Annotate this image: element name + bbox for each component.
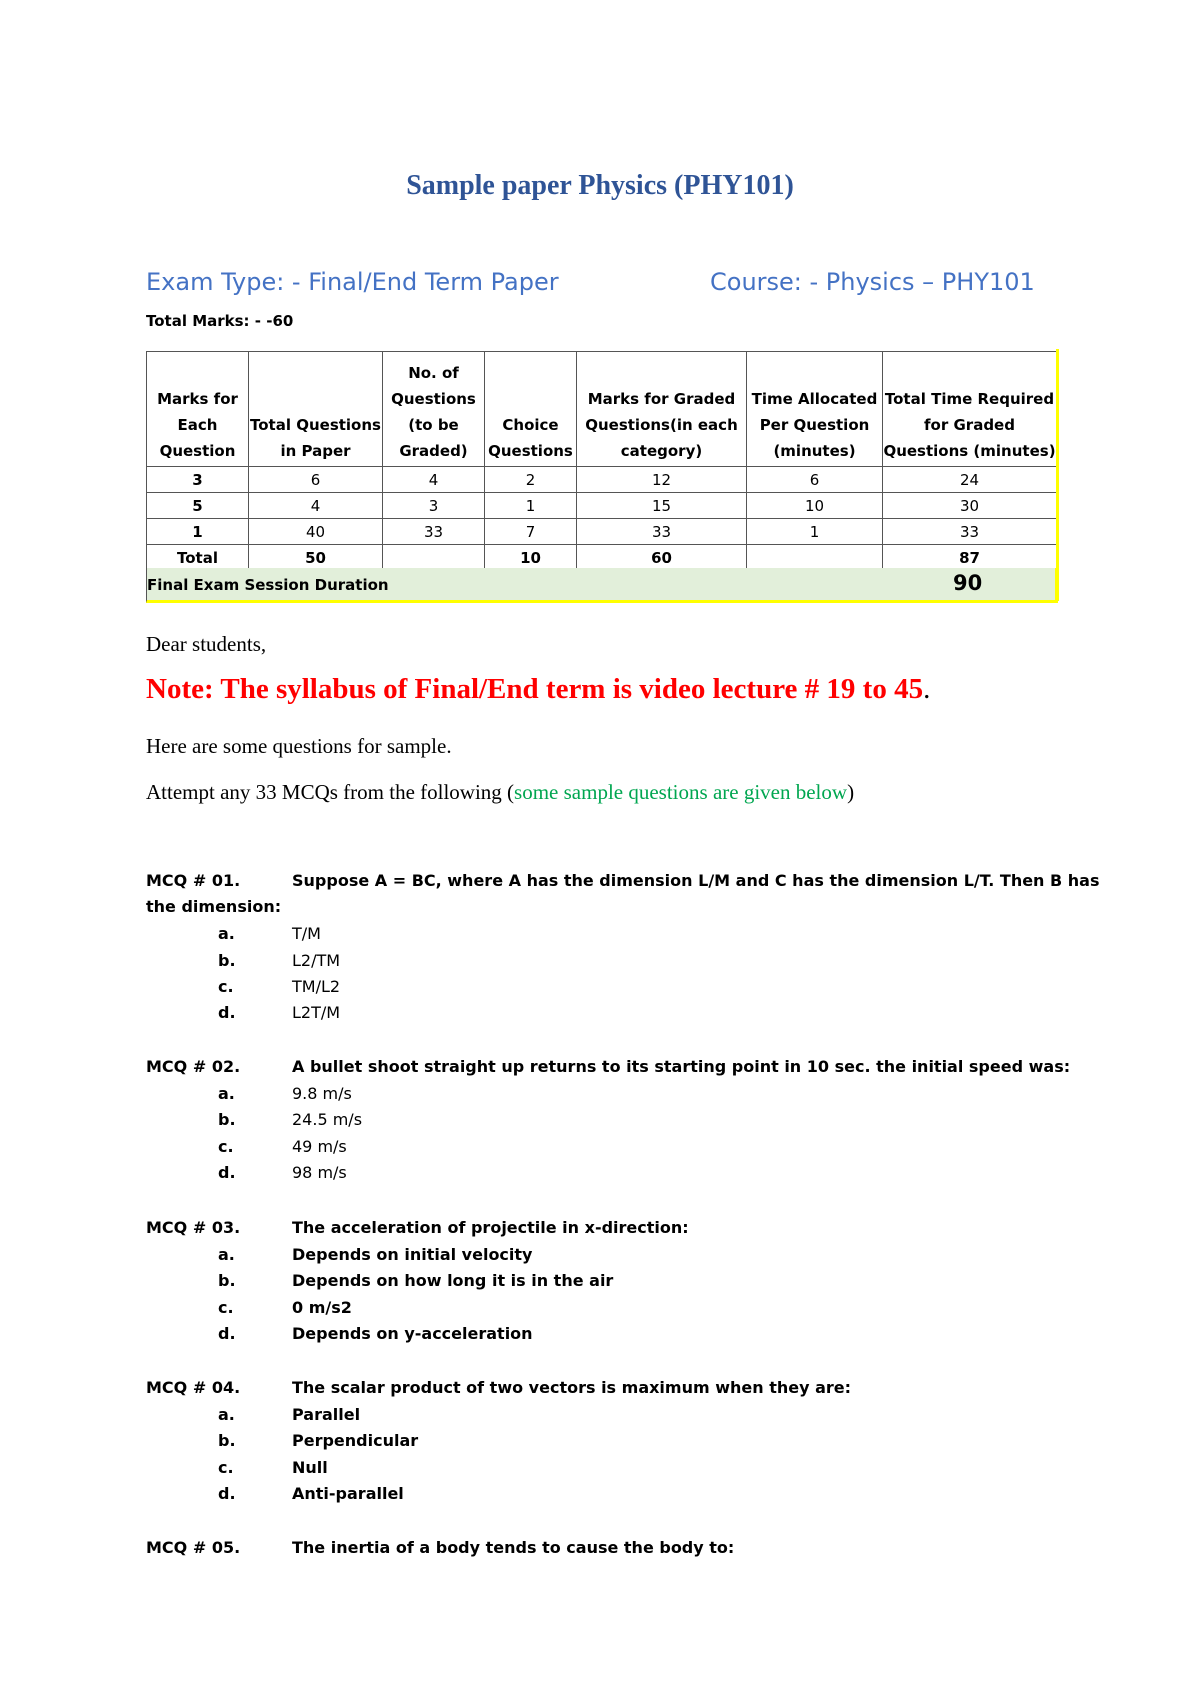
duration-value: 90: [953, 571, 983, 595]
mcq-question: The inertia of a body tends to cause the body to:: [292, 1538, 735, 1557]
table-cell: 3: [383, 493, 485, 519]
option-text: 24.5 m/s: [292, 1110, 363, 1129]
header-total-time: Total Time Required for Graded Questions (minutes): [883, 352, 1057, 467]
table-cell: 1: [747, 519, 883, 545]
table-cell: 33: [883, 519, 1057, 545]
table-cell: 4: [383, 467, 485, 493]
option-letter: a.: [218, 1405, 235, 1424]
session-duration-row: [146, 568, 1058, 603]
header-time-per-question: Time Allocated Per Question (minutes): [747, 352, 883, 467]
option-letter: a.: [218, 924, 235, 943]
option-text: Depends on y-acceleration: [292, 1324, 533, 1343]
mcq-item: [146, 1538, 1066, 1568]
mcq-option[interactable]: [146, 1110, 1046, 1136]
table-row: [147, 467, 1057, 493]
table-header-row: [147, 352, 1057, 467]
table-cell: 1: [485, 493, 577, 519]
mcq-number: MCQ # 04.: [146, 1378, 241, 1397]
table-cell: 60: [577, 545, 747, 571]
mcq-question: Suppose A = BC, where A has the dimension L/M and C has the dimension L/T. Then B has: [292, 871, 1100, 890]
option-letter: d.: [218, 1324, 236, 1343]
table-cell: 10: [747, 493, 883, 519]
table-cell: 12: [577, 467, 747, 493]
option-text: 49 m/s: [292, 1137, 347, 1156]
syllabus-note: [146, 673, 930, 706]
option-text: Depends on how long it is in the air: [292, 1271, 614, 1290]
option-text: Perpendicular: [292, 1431, 419, 1450]
mcq-option[interactable]: [146, 977, 1046, 1003]
table-cell: 40: [249, 519, 383, 545]
option-text: 9.8 m/s: [292, 1084, 352, 1103]
table-cell: 7: [485, 519, 577, 545]
mcq-number: MCQ # 02.: [146, 1057, 241, 1076]
mcq-option[interactable]: [146, 1271, 1046, 1297]
table-cell: 4: [249, 493, 383, 519]
marks-table: [146, 351, 1057, 571]
mcq-option[interactable]: [146, 1163, 1046, 1189]
mcq-number: MCQ # 01.: [146, 871, 241, 890]
table-cell: 15: [577, 493, 747, 519]
mcq-option[interactable]: [146, 1405, 1046, 1431]
course-label: Course: - Physics – PHY101: [710, 268, 1035, 296]
table-cell: [383, 545, 485, 571]
table-cell: 6: [747, 467, 883, 493]
table-cell: [747, 545, 883, 571]
option-letter: d.: [218, 1484, 236, 1503]
note-text: Note: The syllabus of Final/End term is video lecture # 19 to 45: [146, 673, 924, 705]
option-letter: c.: [218, 977, 234, 996]
table-cell: Total: [147, 545, 249, 571]
table-cell: 6: [249, 467, 383, 493]
option-text: T/M: [292, 924, 321, 943]
attempt-suffix: ): [847, 780, 855, 804]
table-cell: 5: [147, 493, 249, 519]
table-cell: 87: [883, 545, 1057, 571]
mcq-option[interactable]: [146, 1245, 1046, 1271]
option-letter: c.: [218, 1137, 234, 1156]
option-letter: b.: [218, 1110, 236, 1129]
mcq-option[interactable]: [146, 924, 1046, 950]
note-dot: .: [923, 673, 931, 705]
option-letter: c.: [218, 1298, 234, 1317]
table-cell: 33: [577, 519, 747, 545]
mcq-question: The acceleration of projectile in x-direction:: [292, 1218, 689, 1237]
option-text: L2/TM: [292, 951, 341, 970]
option-text: Null: [292, 1458, 328, 1477]
table-cell: 1: [147, 519, 249, 545]
mcq-option[interactable]: [146, 1137, 1046, 1163]
mcq-question-cont: the dimension:: [146, 897, 282, 916]
option-letter: d.: [218, 1163, 236, 1182]
table-cell: 3: [147, 467, 249, 493]
option-letter: b.: [218, 1431, 236, 1450]
greeting: Dear students,: [146, 632, 267, 656]
option-text: 98 m/s: [292, 1163, 347, 1182]
option-letter: a.: [218, 1084, 235, 1103]
mcq-option[interactable]: [146, 1431, 1046, 1457]
mcq-item: [146, 1218, 1066, 1353]
attempt-prefix: Attempt any 33 MCQs from the following (: [146, 780, 515, 804]
option-letter: c.: [218, 1458, 234, 1477]
option-letter: a.: [218, 1245, 235, 1264]
mcq-option[interactable]: [146, 1484, 1046, 1510]
table-cell: 50: [249, 545, 383, 571]
exam-type: Exam Type: - Final/End Term Paper: [146, 268, 559, 296]
option-letter: b.: [218, 1271, 236, 1290]
total-marks: Total Marks: - -60: [146, 312, 294, 330]
mcq-item: [146, 1378, 1066, 1513]
table-row: [147, 493, 1057, 519]
attempt-instruction: [146, 780, 854, 805]
header-graded-marks: Marks for Graded Questions(in each category): [577, 352, 747, 467]
mcq-question: The scalar product of two vectors is maximum when they are:: [292, 1378, 852, 1397]
mcq-option[interactable]: [146, 951, 1046, 977]
mcq-item: [146, 871, 1100, 1031]
option-text: TM/L2: [292, 977, 341, 996]
mcq-option[interactable]: [146, 1324, 1046, 1350]
mcq-number: MCQ # 03.: [146, 1218, 241, 1237]
page-title: Sample paper Physics (PHY101): [406, 170, 794, 201]
header-choice-questions: Choice Questions: [485, 352, 577, 467]
table-cell: 2: [485, 467, 577, 493]
option-letter: b.: [218, 951, 236, 970]
option-text: Anti-parallel: [292, 1484, 404, 1503]
mcq-question: A bullet shoot straight up returns to its starting point in 10 sec. the initial speed was:: [292, 1057, 1071, 1076]
header-total-questions: Total Questions in Paper: [249, 352, 383, 467]
table-highlight-edge: [1056, 349, 1059, 601]
header-marks-each: Marks for Each Question: [147, 352, 249, 467]
table-cell: 33: [383, 519, 485, 545]
mcq-option[interactable]: [146, 1458, 1046, 1484]
table-cell: 10: [485, 545, 577, 571]
option-text: Depends on initial velocity: [292, 1245, 533, 1264]
table-cell: 24: [883, 467, 1057, 493]
header-graded-questions: No. of Questions (to be Graded): [383, 352, 485, 467]
option-letter: d.: [218, 1003, 236, 1022]
mcq-option[interactable]: [146, 1298, 1046, 1324]
table-total-row: [147, 545, 1057, 571]
option-text: L2T/M: [292, 1003, 341, 1022]
mcq-option[interactable]: [146, 1084, 1046, 1110]
table-row: [147, 519, 1057, 545]
table-cell: 30: [883, 493, 1057, 519]
attempt-green: some sample questions are given below: [514, 780, 848, 804]
intro-text: Here are some questions for sample.: [146, 734, 452, 758]
option-text: 0 m/s2: [292, 1298, 352, 1317]
mcq-option[interactable]: [146, 1003, 1046, 1029]
option-text: Parallel: [292, 1405, 361, 1424]
mcq-number: MCQ # 05.: [146, 1538, 241, 1557]
mcq-item: [146, 1057, 1071, 1192]
duration-label: Final Exam Session Duration: [147, 576, 389, 594]
